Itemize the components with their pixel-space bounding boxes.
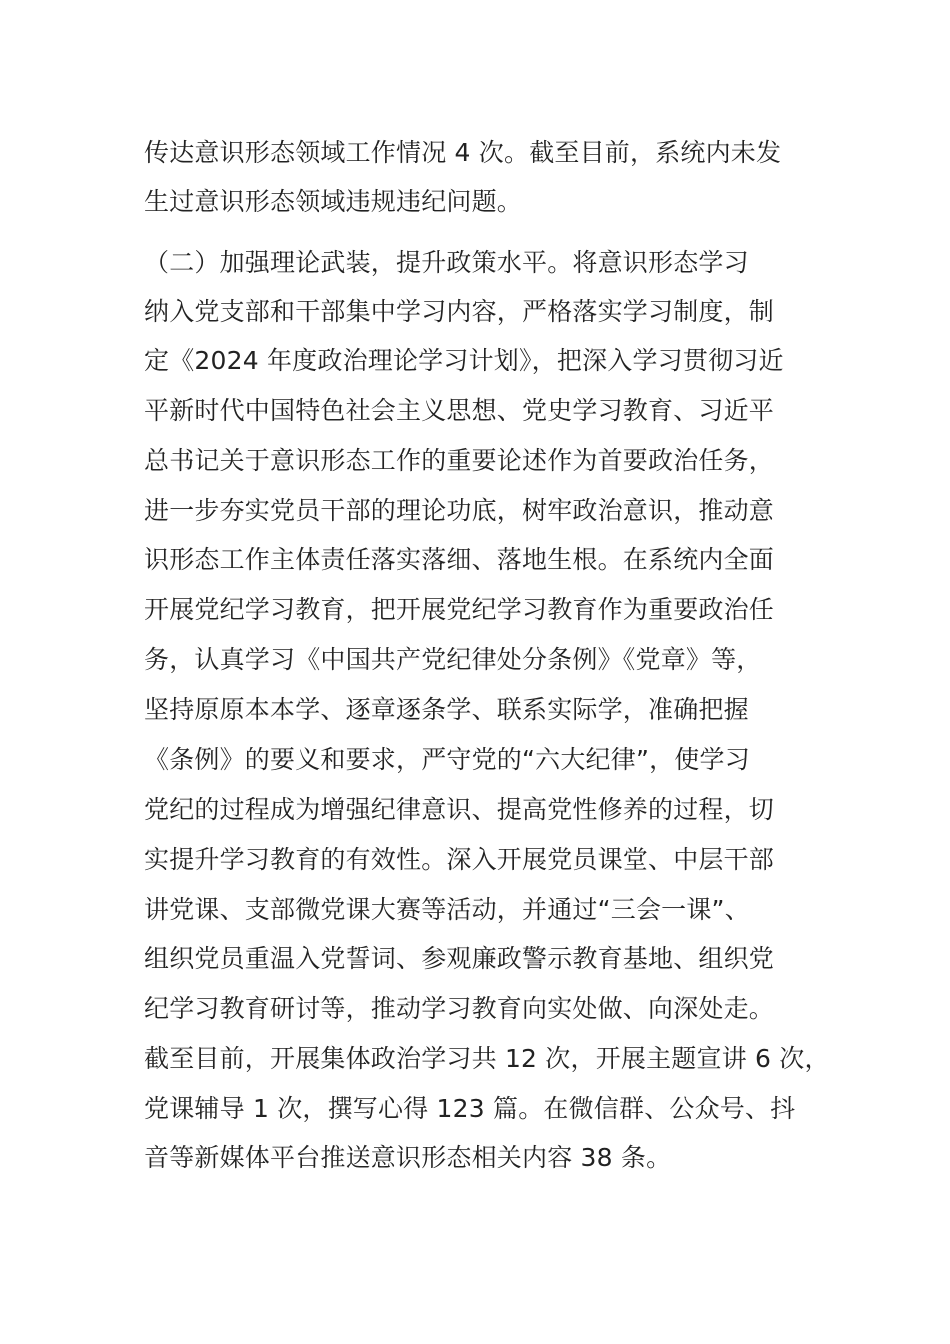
text-line: 截至目前，开展集体政治学习共 12 次，开展主题宣讲 6 次， [144,1044,830,1073]
text-line: 音等新媒体平台推送意识形态相关内容 38 条。 [144,1143,672,1172]
text-line: 识形态工作主体责任落实落细、落地生根。在系统内全面 [144,545,775,574]
text-line: 党纪的过程成为增强纪律意识、提高党性修养的过程，切 [144,795,775,824]
text-line: 平新时代中国特色社会主义思想、党史学习教育、习近平 [144,396,775,425]
text-line: 开展党纪学习教育，把开展党纪学习教育作为重要政治任 [144,595,775,624]
text-line: 党课辅导 1 次，撰写心得 123 篇。在微信群、公众号、抖 [144,1094,796,1123]
text-line: 定《2024 年度政治理论学习计划》，把深入学习贯彻习近 [144,346,784,375]
text-line: 组织党员重温入党誓词、参观廉政警示教育基地、组织党 [144,944,775,973]
text-line: 实提升学习教育的有效性。深入开展党员课堂、中层干部 [144,845,775,874]
text-line: 务，认真学习《中国共产党纪律处分条例》《党章》等， [144,645,762,674]
text-line: 进一步夯实党员干部的理论功底，树牢政治意识，推动意 [144,496,775,525]
text-line: 生过意识形态领域违规违纪问题。 [144,187,523,216]
text-line: 讲党课、支部微党课大赛等活动，并通过“三会一课”、 [144,895,750,924]
text-line: 《条例》的要义和要求，严守党的“六大纪律”，使学习 [144,745,750,774]
text-line: 传达意识形态领域工作情况 4 次。截至目前，系统内未发 [144,138,782,167]
text-line: 纪学习教育研讨等，推动学习教育向实处做、向深处走。 [144,994,775,1023]
text-line: 纳入党支部和干部集中学习内容，严格落实学习制度，制 [144,297,775,326]
text-line: （二）加强理论武装，提升政策水平。将意识形态学习 [144,248,749,277]
text-line: 坚持原原本本学、逐章逐条学、联系实际学，准确把握 [144,695,749,724]
text-line: 总书记关于意识形态工作的重要论述作为首要政治任务， [144,446,775,475]
